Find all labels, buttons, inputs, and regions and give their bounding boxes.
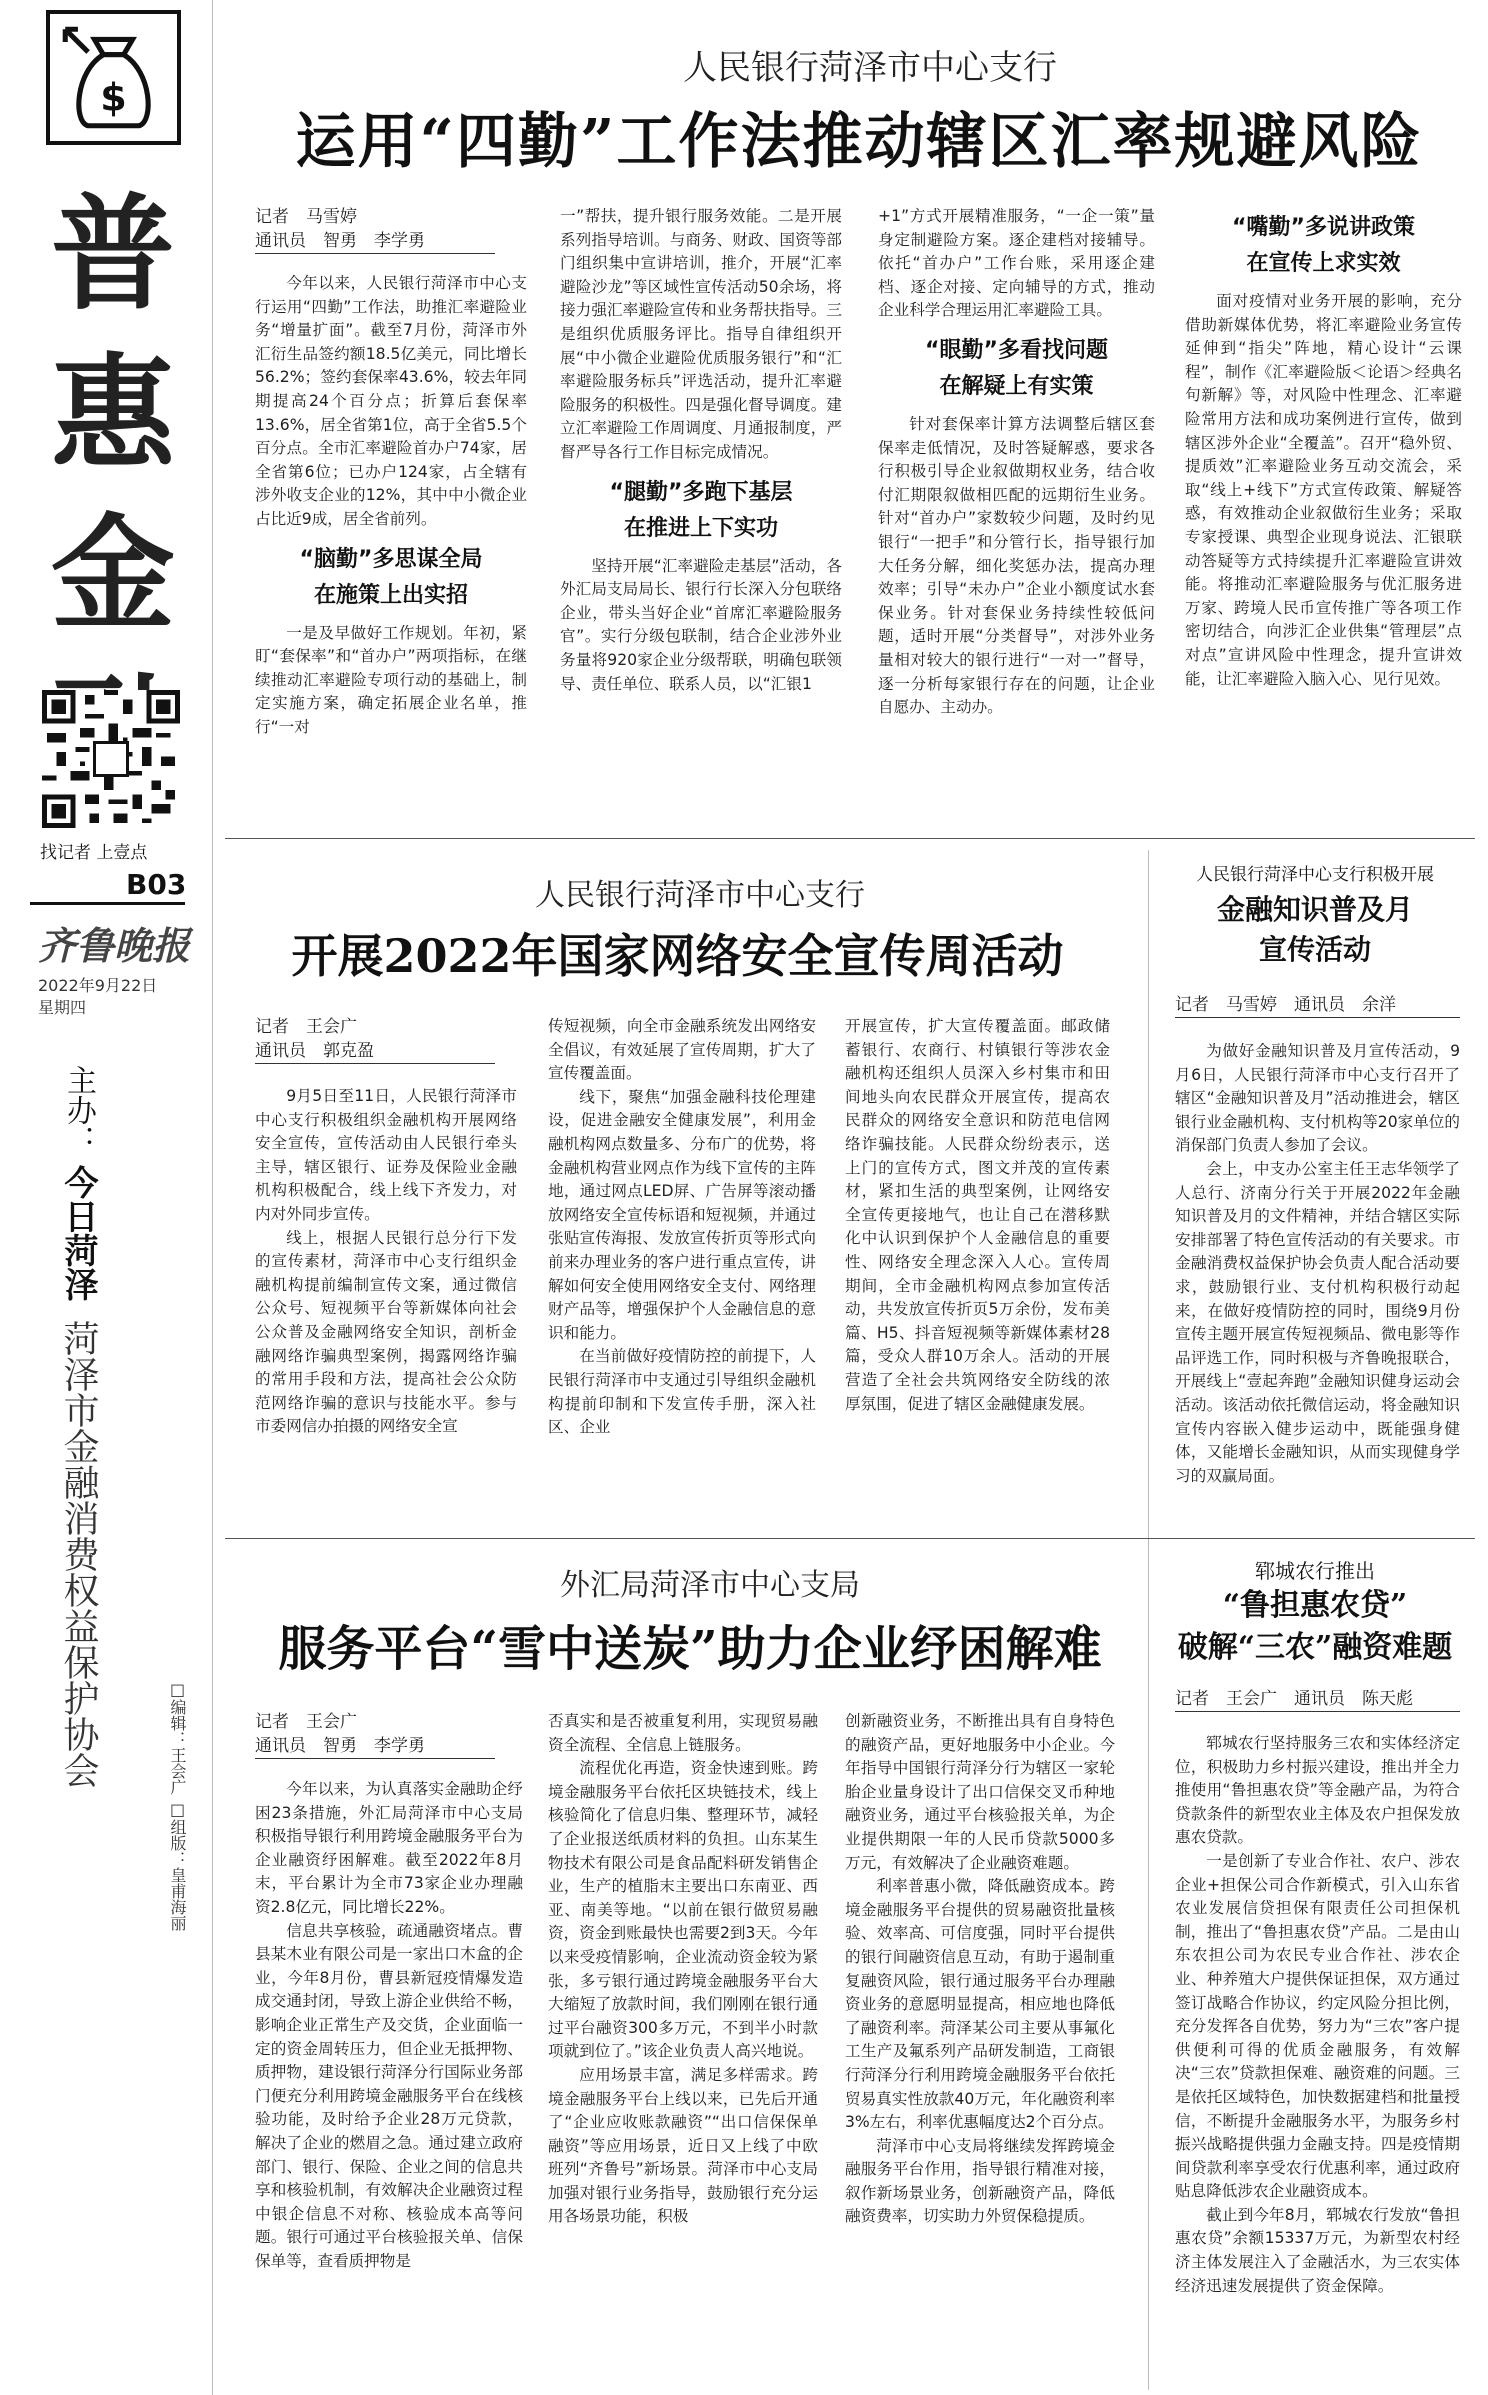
divider <box>30 902 185 905</box>
subheading-line: “眼勤”多看找问题 <box>925 337 1108 363</box>
article3-headline: 服务平台“雪中送炭”助力企业纾困解难 <box>278 1621 1102 1677</box>
date-text: 2022年9月22日 <box>38 976 158 995</box>
paragraph: 传短视频，向全市金融系统发出网络安全倡议，有效延展了宣传周期，扩大了宣传覆盖面。 <box>548 1017 816 1083</box>
subheading-line: 在推进上下实功 <box>623 515 778 541</box>
paragraph: 面对疫情对业务开展的影响，充分借助新媒体优势，将汇率避险业务宣传延伸到“指尖”阵地，精心设计“云课程”，制作《汇率避险版＜论语＞经典名句新解》等，对风险中性理念、汇率避险常用方法和成功案例进行宣传，做到辖区涉外企业“全覆盖”。召开“稳外贸、提质效”汇率避险业务互动交流会，采取“线上+线下”方式宣传政策、解疑答惑，有效推动企业叙做衍生业务；采取专家授课、典型企业现身说法、汇银联动答疑等方式持续提升汇率避险宣讲效能。将推动汇率避险服务与优汇服务进万家、跨境人民币宣传推广等各项工作密切结合，向涉汇企业供集“管理层”点对点”宣讲风险中性理念，提升宣讲效能，让汇率避险入脑入心、见行见效。 <box>1185 292 1462 688</box>
paragraph: 流程优化再造，资金快速到账。跨境金融服务平台依托区块链技术，线上核验简化了信息归集、整理环节，减轻了企业报送纸质材料的负担。山东某生物技术有限公司是食品配料研发销售企业，生产的植脂末主要出口东南亚、西亚、南美等地。“以前在银行做贸易融资，资金到账最快也需要2到3天。今年以来受疫情影响，企业流动资金较为紧张，多亏银行通过跨境金融服务平台大大缩短了放款时间，我们刚刚在银行通过平台融资300多万元，不到半小时款项就到位了。”该企业负责人高兴地说。 <box>548 1759 818 2061</box>
paragraph: 一是创新了专业合作社、农户、涉农企业+担保公司合作新模式，引入山东省农业发展信贷担保有限责任公司担保机制，推出了“鲁担惠农贷”产品。二是由山东农担公司为农民专业合作社、涉农企业、种养殖大户提供保证担保，双方通过签订战略合作协议，约定风险分担比例，充分发挥各自优势，努力为“三农”客户提供便利可得的优质金融服务，有效解决“三农”贷款担保难、融资难的问题。三是依托区域特色，加快数据建档和批量授信，不断提升金融服务水平，为服务乡村振兴战略提供强力金融支持。四是疫情期间贷款利率享受农行优惠利率，通过政府贴息降低涉农企业融资成本。 <box>1175 1851 1460 2201</box>
subheading <box>560 475 842 547</box>
paragraph: 截止到今年8月，郓城农行发放“鲁担惠农贷”余额15337万元，为新型农村经济主体发展注入了金融活水，为三农实体经济迅速发展提供了资金保障。 <box>1175 2205 1460 2295</box>
editor-credits: □编辑：王会广 □组版：皇甫海丽 <box>168 1680 187 1932</box>
article1-column-1 <box>255 272 527 812</box>
paragraph: 会上，中支办公室主任王志华领学了人总行、济南分行关于开展2022年金融知识普及月的文件精神，并结合辖区实际安排部署了特色宣传活动的有关要求。市金融消费权益保护协会负责人配合活动要求，鼓励银行业、支付机构积极行动起来，在做好疫情防控的同时，围绕9月份宣传主题开展宣传短视频品、微电影等作品评选工作，同时积极与齐鲁晚报联合，开展线上“壹起奔跑”金融知识健身运动会活动。该活动依托微信运动，将金融知识宣传内容嵌入健步运动中，既能强身健体，又能增长金融知识，从而实现健身学习的双赢局面。 <box>1175 1159 1460 1485</box>
byline-reporter: 记者 王会广 <box>255 1712 357 1732</box>
right2-body <box>1175 1732 1460 2382</box>
article3-column-1 <box>255 1778 523 2383</box>
paragraph: 郓城农行坚持服务三农和实体经济定位，积极助力乡村振兴建设，推出并全力推使用“鲁担惠农贷”等金融产品，为符合贷款条件的新型农业主体及农户担保发放惠农贷款。 <box>1175 1734 1460 1847</box>
article3-kicker: 外汇局菏泽市中心支局 <box>560 1568 860 1603</box>
paragraph: 一是及早做好工作规划。年初，紧盯“套保率”和“首办户”两项指标，在继续推动汇率避险专项行动的基础上，制定实施方案，确定拓展企业名单，推行“一对 <box>255 623 527 736</box>
column-rule <box>1148 850 1149 2390</box>
article2-column-1 <box>255 1085 517 1470</box>
paragraph: 线下，聚焦“加强金融科技伦理建设，促进金融安全健康发展”，利用金融机构网点数量多、分布广的优势，将金融机构营业网点作为线下宣传的主阵地，通过网点LED屏、广告屏等滚动播放网络安全宣传标语和短视频，并通过张贴宣传海报、发放宣传折页等形式向前来办理业务的客户进行重点宣传，讲解如何安全使用网络安全支付、网络理财产品等，增强保护个人金融信息的意识和能力。 <box>548 1087 816 1342</box>
host-label: 主办： <box>61 1065 96 1155</box>
byline-correspondent: 通讯员 智勇 李学勇 <box>255 229 495 254</box>
headline-line: “鲁担惠农贷” <box>1222 1588 1408 1623</box>
right1-body <box>1175 1040 1460 1530</box>
article2-column-2 <box>548 1015 816 1470</box>
right2-byline <box>1175 1687 1460 1712</box>
paragraph: 信息共享核验，疏通融资堵点。曹县某木业有限公司是一家出口木盒的企业，今年8月份，曹县新冠疫情爆发造成交通封闭，导致上游企业供给不畅，影响企业正常生产及交货，企业面临一定的资金周转压力，但企业无抵押物、质押物，建设银行菏泽分行国际业务部门便充分利用跨境金融服务平台在线核验功能，及时给予企业28万元贷款，解决了企业的燃眉之急。通过建立政府部门、银行、保险、企业之间的信息共享和核验机制，有效解决企业融资过程中银企信息不对称、核验成本高等问题。银行可通过平台核验报关单、信保保单等，查看质押物是 <box>255 1921 523 2270</box>
byline-correspondent: 通讯员 智勇 李学勇 <box>255 1734 495 1759</box>
right1-headline <box>1165 890 1465 970</box>
masthead-char: 普 <box>50 183 175 327</box>
host-name: 今日菏泽 <box>58 1165 98 1301</box>
money-bag-icon <box>50 14 177 141</box>
paragraph: 今年以来，人民银行菏泽市中心支行运用“四勤”工作法，助推汇率避险业务“增量扩面”。截至7月份，菏泽市外汇衍生品签约额18.5亿美元，同比增长56.2%；签约套保率43.6%，较去年同期提高24个百分点；折算后套保率13.6%，居全省第1位，高于全省5.5个百分点。全市汇率避险首办户74家，居全省第6位；已办户124家，占全辖有涉外收支企业的12%，其中中小微企业占比近9成，居全省前列。 <box>255 274 527 528</box>
weekday-text: 星期四 <box>38 998 87 1017</box>
svg-text:$: $ <box>100 75 127 120</box>
byline-correspondent: 通讯员 郭克盈 <box>255 1039 495 1064</box>
association-name: 菏泽市金融消费权益保护协会 <box>58 1320 99 1788</box>
issue-date <box>38 975 157 1019</box>
subheading-line: “腿勤”多跑下基层 <box>609 479 793 505</box>
right2-headline <box>1165 1585 1465 1669</box>
paragraph: 为做好金融知识普及月宣传活动，9月6日，人民银行菏泽市中心支行召开了辖区“金融知识普及月”活动推进会，辖区银行业金融机构、支付机构等20家单位的消保部门负责人参加了会议。 <box>1175 1042 1460 1155</box>
paragraph: 坚持开展“汇率避险走基层”活动，各外汇局支局局长、银行行长深入分包联络企业，带头当好企业“首席汇率避险服务官”。实行分级包联制，结合企业涉外业务量将920家企业分级帮联，明确包联领导、责任单位、联系人员，以“汇银1 <box>560 556 842 693</box>
subheading <box>878 333 1155 405</box>
subheading-line: 在解疑上有实策 <box>939 373 1094 399</box>
article3-byline <box>255 1710 495 1759</box>
money-bag-logo <box>46 10 181 145</box>
byline-text: 记者 王会广 通讯员 陈天彪 <box>1175 1687 1460 1712</box>
paragraph: 利率普惠小微，降低融资成本。跨境金融服务平台提供的贸易融资批量核验、效率高、可信度强，同时平台提供的银行间融资信息互动，有助于遏制重复融资风险，银行通过服务平台办理融资业务的意愿明显提高，相应地也降低了融资利率。菏泽某公司主要从事氟化工生产及氟系列产品研发制造，工商银行菏泽分行利用跨境金融服务平台依托贸易真实性放款40万元，年化融资利率3%左右，利率优惠幅度达2个百分点。 <box>845 1877 1115 2132</box>
subheading-line: 在宣传上求实效 <box>1246 251 1401 276</box>
paragraph: 一”帮扶，提升银行服务效能。二是开展系列指导培训。与商务、财政、国资等部门组织集中宣讲培训，推介，开展“汇率避险沙龙”等区域性宣传活动50余场，将接力强汇率避险宣传和业务帮扶指导。三是组织优质服务评比。指导自律组织开展“中小微企业避险优质服务银行”和“汇率避险服务标兵”评选活动，提升汇率避险服务的积极性。四是强化督导调度。建立汇率避险工作周调度、月通报制度，严督严导各行工作目标完成情况。 <box>560 207 842 461</box>
article2-headline: 开展2022年国家网络安全宣传周活动 <box>291 929 1064 983</box>
paragraph: 开展宣传，扩大宣传覆盖面。邮政储蓄银行、农商行、村镇银行等涉农金融机构还组织人员深入乡村集市和田间地头向农民群众开展宣传，提高农民群众的网络安全意识和防范电信网络诈骗技能。人民群众纷纷表示，送上门的宣传方式，图文并茂的宣传素材，紧扣生活的典型案例，让网络安全宣传更接地气，也让自己在潜移默化中认识到保护个人金融信息的重要性、网络安全理念深入人心。宣传周期间，全市金融机构网点参加宣传活动，共发放宣传折页5万余份，发布美篇、H5、抖音短视频等新媒体素材28篇，受众人群10万余人。活动的开展营造了全社会共筑网络安全防线的浓厚氛围，促进了辖区金融健康发展。 <box>845 1017 1110 1413</box>
paragraph: 在当前做好疫情防控的前提下，人民银行菏泽市中支通过引导组织金融机构提前印制和下发宣传手册，深入社区、企业 <box>548 1347 816 1437</box>
article2-byline <box>255 1015 495 1064</box>
section-divider <box>225 838 1475 839</box>
paragraph: +1”方式开展精准服务，“一企一策”量身定制避险方案。逐企建档对接辅导。依托“首办户”工作台账，采用逐企建档、逐企对接、定向辅导的方式，推动企业科学合理运用汇率避险工具。 <box>878 207 1155 320</box>
subheading-line: 在施策上出实招 <box>313 582 468 608</box>
column-rule <box>212 0 213 2395</box>
article2-column-3 <box>845 1015 1110 1470</box>
article1-kicker: 人民银行菏泽市中心支行 <box>683 48 1057 88</box>
headline-line: 宣传活动 <box>1258 933 1371 966</box>
paragraph: 9月5日至11日，人民银行菏泽市中心支行积极组织金融机构开展网络安全宣传，宣传活动由人民银行牵头主导，辖区银行、证券及保险业金融机构积极配合，线上线下齐发力，对内对外同步宣传。 <box>255 1087 517 1223</box>
masthead-char: 惠 <box>50 343 175 487</box>
host-block <box>58 1065 98 1301</box>
paragraph: 创新融资业务，不断推出具有自身特色的融资产品，更好地服务中小企业。今年指导中国银行菏泽分行为辖区一家轮胎企业量身设计了出口信保交叉币种地融资业务，通过平台核验报关单，为企业提供期限一年的人民币贷款5000多万元，有效解决了企业融资难题。 <box>845 1712 1115 1872</box>
masthead-char: 金 <box>50 503 175 647</box>
page-number: B03 <box>126 868 187 901</box>
right1-kicker: 人民银行菏泽中心支行积极开展 <box>1196 865 1434 885</box>
newspaper-name: 齐鲁晚报 <box>38 923 191 968</box>
article1-column-3 <box>878 205 1155 810</box>
paragraph: 菏泽市中心支局将继续发挥跨境金融服务平台作用，指导银行精准对接，叙作新场景业务，创新融资产品，降低融资费率，切实助力外贸保稳提质。 <box>845 2136 1115 2226</box>
headline-line: 金融知识普及月 <box>1216 893 1413 926</box>
byline-reporter: 记者 王会广 <box>255 1017 357 1037</box>
right1-byline <box>1175 993 1460 1018</box>
paragraph: 线上，根据人民银行总分行下发的宣传素材，菏泽市中心支行组织金融机构提前编制宣传文案，通过微信公众号、短视频平台等新媒体向社会公众普及金融网络安全知识，剖析金融网络诈骗典型案例，揭露网络诈骗的常用手段和方法，提高社会公众防范网络诈骗的意识与技能水平。参与市委网信办拍摄的网络安全宣 <box>255 1228 517 1436</box>
paragraph: 否真实和是否被重复利用，实现贸易融资全流程、全信息上链服务。 <box>548 1712 818 1754</box>
right2-kicker: 郓城农行推出 <box>1255 1559 1375 1583</box>
qr-caption: 找记者 上壹点 <box>40 843 148 863</box>
byline-reporter: 记者 马雪婷 <box>255 207 357 227</box>
subheading-line: “嘴勤”多说讲政策 <box>1232 215 1415 240</box>
article3-column-3 <box>845 1710 1115 2383</box>
subheading-line: “脑勤”多思谋全局 <box>299 546 483 572</box>
paragraph: 针对套保率计算方法调整后辖区套保率走低情况，及时答疑解惑，要求各行积极引导企业叙做期权业务，结合收付汇期限叙做相匹配的远期衍生业务。针对“首办户”家数较少问题，及时约见银行“一把手”和分管行长，指导银行加大任务分解，细化奖惩办法，提高办理效率；引导“未办户”企业小额度试水套保业务。针对套保业务持续性较低问题，适时开展“分类督导”，对涉外业务量相对较大的银行进行“一对一”督导，逐一分析每家银行存在的问题，让企业自愿办、主动办。 <box>878 414 1155 717</box>
paragraph: 应用场景丰富，满足多样需求。跨境金融服务平台上线以来，已先后开通了“企业应收账款融资”“出口信保保单融资”等应用场景，近日又上线了中欧班列“齐鲁号”新场景。菏泽市中心支局加强对银行业务指导，鼓励银行充分运用各场景功能，积极 <box>548 2065 818 2226</box>
article3-column-2 <box>548 1710 818 2383</box>
subheading <box>255 542 527 614</box>
article2-kicker: 人民银行菏泽市中心支行 <box>535 878 865 913</box>
article1-column-4 <box>1185 210 1462 810</box>
byline-text: 记者 马雪婷 通讯员 余洋 <box>1175 993 1460 1018</box>
article1-byline <box>255 205 495 254</box>
subheading <box>1185 210 1462 282</box>
headline-line: 破解“三农”融资难题 <box>1177 1630 1453 1665</box>
article1-column-2 <box>560 205 842 810</box>
qr-code[interactable] <box>42 690 180 828</box>
section-divider <box>225 1538 1475 1539</box>
article1-headline: 运用“四勤”工作法推动辖区汇率规避风险 <box>295 107 1423 177</box>
paragraph: 今年以来，为认真落实金融助企纾困23条措施，外汇局菏泽市中心支局积极指导银行利用跨境金融服务平台为企业融资纾困解难。截至2022年8月末，平台累计为全市73家企业办理融资2.8亿元，同比增长22%。 <box>255 1780 523 1916</box>
